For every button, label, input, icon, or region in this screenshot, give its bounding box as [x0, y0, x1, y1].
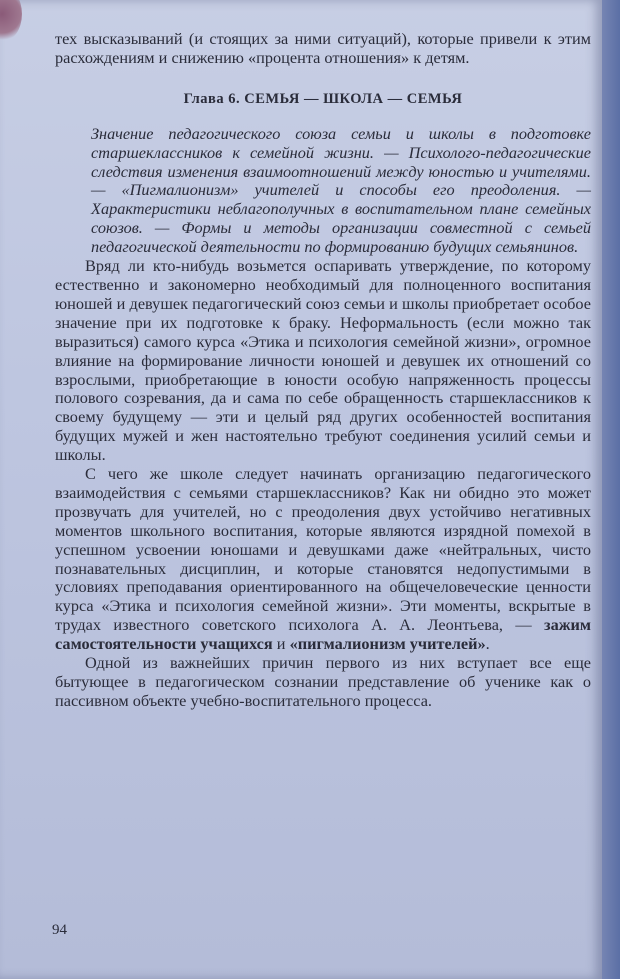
book-spine	[602, 0, 620, 979]
paragraph-2	[55, 465, 591, 654]
chapter-title: Глава 6. СЕМЬЯ — ШКОЛА — СЕМЬЯ	[183, 90, 463, 107]
paragraph-1: Вряд ли кто-нибудь возьмется оспаривать утверждение, по которому естественно и закономерно необходимый для полноценного воспитания юношей и девушек педагогический союз семьи и школы приобретает особое значение при их подготовке к браку. Неформальность (если можно так выразиться) самого курса «Этика и психология семейной жизни», огромное влияние на формирование личности юношей и девушек их отношений со взрослыми, приобретающие в юности особую напряженность процессы полового созревания, да и сама по себе обращенность старшеклассников к своему будущему — эти и целый ряд других особенностей воспитания будущих мужей и жен настоятельно требуют соединения усилий семьи и школы.	[55, 256, 591, 465]
paragraph-2-connector: и	[272, 634, 290, 654]
chapter-summary: Значение педагогического союза семьи и школы в подготовке старшеклассников к семейной жизни. — Психолого-педагогические следствия изменения взаимоотношений между юностью и учителями. — «Пигмалионизм» учителей и способы его преодоления. — Характеристики неблагополучных в воспитательном плане семейных союзов. — Формы и методы организации совместной с семьей педагогической деятельности по формированию будущих семьянинов.	[91, 123, 591, 257]
paragraph-2-text: С чего же школе следует начинать организацию педагогического взаимодействия с семьями старшеклассников? Как ни обидно это может прозвучать для учителей, но с преодоления двух устойчиво негативных моментов школьного воспитания, которые являются изрядной помехой в успешном усвоении юношами и девушками даже «нейтральных, чисто познавательных дисциплин, и которые становятся недопустимыми в условиях преподавания ориентированного на общечеловеческие ценности курса «Этика и психология семейной жизни». Эти моменты, вскрытые в трудах известного советского психолога А. А. Леонтьева, —	[55, 464, 591, 635]
paragraph-2-bold-1: зажим самостоятельности учащихся	[55, 615, 591, 654]
page-text	[55, 30, 591, 711]
paragraph-3: Одной из важнейших причин первого из них вступает все еще бытующее в педагогическом сознании представление об ученике как о пассивном объекте учебно-воспитательного процесса.	[55, 653, 591, 710]
page-number: 94	[52, 922, 67, 938]
paragraph-2-bold-2: «пигмалионизм учителей»	[289, 634, 486, 654]
intro-paragraph: тех высказываний (и стоящих за ними ситуаций), которые привели к этим расхождениям и снижению «процента отношения» к детям.	[55, 29, 591, 67]
paragraph-2-end: .	[485, 634, 490, 654]
